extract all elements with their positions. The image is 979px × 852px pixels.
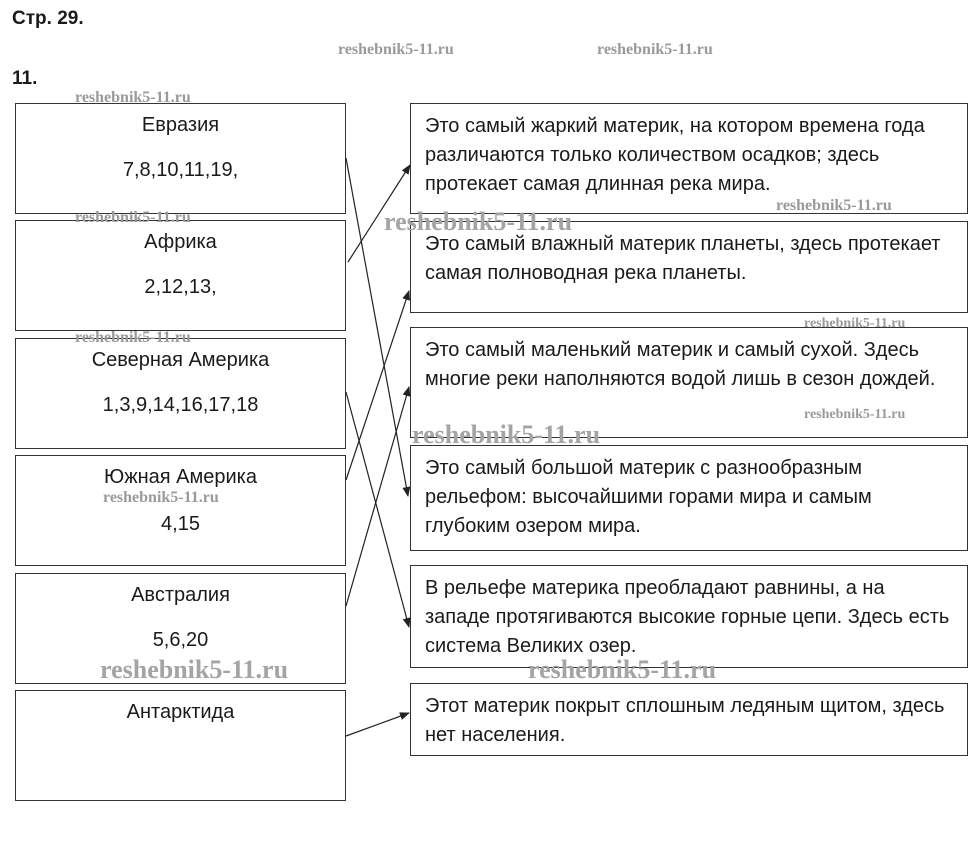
continent-numbers: 2,12,13, <box>144 276 217 298</box>
watermark: reshebnik5-11.ru <box>338 41 454 58</box>
watermark: reshebnik5-11.ru <box>776 197 892 214</box>
watermark: reshebnik5-11.ru <box>804 407 906 422</box>
task-number: 11. <box>12 68 38 89</box>
arrow-antarctica <box>346 713 409 736</box>
continent-name: Южная Америка <box>104 466 257 488</box>
continent-numbers: 4,15 <box>161 513 200 535</box>
description-box-2[interactable]: Это самый влажный материк планеты, здесь протекает самая полноводная река планеты. <box>410 221 968 313</box>
description-box-6[interactable]: Этот материк покрыт сплошным ледяным щитом, здесь нет населения. <box>410 683 968 756</box>
watermark: reshebnik5-11.ru <box>528 655 717 684</box>
watermark: reshebnik5-11.ru <box>804 316 906 331</box>
watermark: reshebnik5-11.ru <box>597 41 713 58</box>
continent-name: Северная Америка <box>91 349 270 371</box>
continent-name: Антарктида <box>126 701 235 723</box>
continent-numbers: 1,3,9,14,16,17,18 <box>102 394 259 416</box>
arrow-north-america <box>346 392 409 627</box>
arrow-australia <box>346 387 409 606</box>
continent-numbers: 7,8,10,11,19, <box>122 159 239 181</box>
watermark: reshebnik5-11.ru <box>384 207 573 236</box>
watermark: reshebnik5-11.ru <box>412 420 601 449</box>
continent-name: Африка <box>144 231 217 253</box>
watermark: reshebnik5-11.ru <box>75 329 191 346</box>
watermark: reshebnik5-11.ru <box>100 655 289 684</box>
description-box-4[interactable]: Это самый большой материк с разнообразным рельефом: высочайшими горами мира и самым глубоким озером мира. <box>410 445 968 551</box>
description-box-3[interactable]: Это самый маленький материк и самый сухой. Здесь многие реки наполняются водой лишь в сезон дождей. <box>410 327 968 438</box>
description-box-1[interactable]: Это самый жаркий материк, на котором времена года различаются только количеством осадков; здесь протекает самая длинная река мира. <box>410 103 968 214</box>
watermark: reshebnik5-11.ru <box>75 89 191 106</box>
continent-numbers: 5,6,20 <box>152 629 209 651</box>
description-box-5[interactable]: В рельефе материка преобладают равнины, а на западе протягиваются высокие горные цепи. Здесь есть система Великих озер. <box>410 565 968 668</box>
continent-name: Евразия <box>141 114 220 136</box>
page-title: Стр. 29. <box>12 8 84 29</box>
continent-name: Австралия <box>131 584 230 606</box>
watermark: reshebnik5-11.ru <box>103 489 219 506</box>
watermark: reshebnik5-11.ru <box>75 209 191 226</box>
